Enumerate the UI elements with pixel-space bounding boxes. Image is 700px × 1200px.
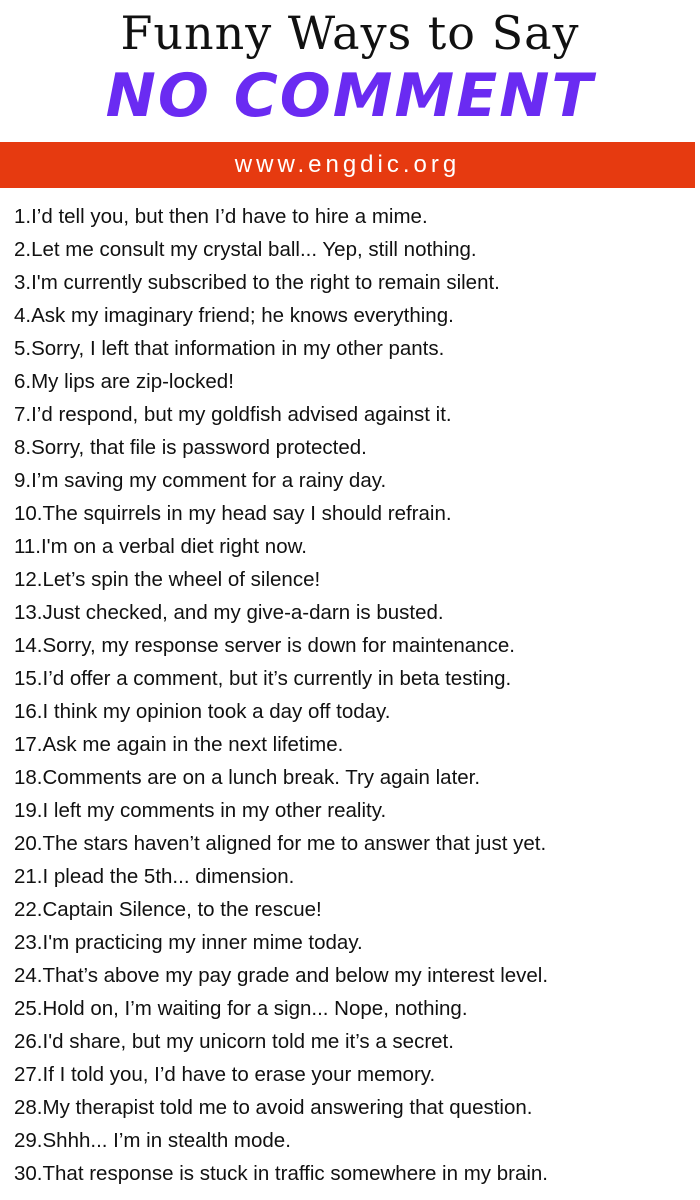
list-item: 10.The squirrels in my head say I should refrain.: [14, 502, 452, 525]
list-item: 18.Comments are on a lunch break. Try again later.: [14, 766, 481, 789]
list-item: 28.My therapist told me to avoid answering that question.: [14, 1096, 533, 1119]
phrase-list: [14, 200, 690, 1190]
list-item: 21.I plead the 5th... dimension.: [14, 865, 295, 888]
list-item: 8.Sorry, that file is password protected.: [14, 436, 367, 459]
list-item: 7.I’d respond, but my goldfish advised against it.: [14, 403, 452, 426]
list-item: 16.I think my opinion took a day off today.: [14, 700, 391, 723]
list-item: 24.That’s above my pay grade and below my interest level.: [14, 964, 549, 987]
list-item: 1.I’d tell you, but then I’d have to hire a mime.: [14, 205, 428, 228]
list-item: 19.I left my comments in my other reality.: [14, 799, 387, 822]
list-item: 29.Shhh... I’m in stealth mode.: [14, 1129, 291, 1152]
list-item: 25.Hold on, I’m waiting for a sign... Nope, nothing.: [14, 997, 468, 1020]
list-item: 13.Just checked, and my give-a-darn is busted.: [14, 601, 444, 624]
list-item: 22.Captain Silence, to the rescue!: [14, 898, 322, 921]
list-item: 30.That response is stuck in traffic somewhere in my brain.: [14, 1162, 548, 1185]
list-item: 14.Sorry, my response server is down for maintenance.: [14, 634, 515, 657]
list-item: 17.Ask me again in the next lifetime.: [14, 733, 344, 756]
list-item: 5.Sorry, I left that information in my other pants.: [14, 337, 445, 360]
list-item: 6.My lips are zip-locked!: [14, 370, 234, 393]
list-item: 27.If I told you, I’d have to erase your memory.: [14, 1063, 436, 1086]
website-url: www.engdic.org: [234, 151, 461, 178]
list-item: 26.I'd share, but my unicorn told me it’s a secret.: [14, 1030, 454, 1053]
list-item: 4.Ask my imaginary friend; he knows everything.: [14, 304, 454, 327]
list-item: 11.I'm on a verbal diet right now.: [14, 535, 307, 558]
list-item: 23.I'm practicing my inner mime today.: [14, 931, 363, 954]
page-subtitle: NO COMMENT: [105, 61, 595, 131]
website-banner: [0, 142, 695, 188]
list-item: 2.Let me consult my crystal ball... Yep, still nothing.: [14, 238, 477, 261]
page-title: Funny Ways to Say: [120, 6, 580, 60]
list-item: 15.I’d offer a comment, but it’s currently in beta testing.: [14, 667, 512, 690]
list-item: 9.I’m saving my comment for a rainy day.: [14, 469, 387, 492]
list-item: 3.I'm currently subscribed to the right to remain silent.: [14, 271, 500, 294]
list-item: 20.The stars haven’t aligned for me to answer that just yet.: [14, 832, 547, 855]
list-item: 12.Let’s spin the wheel of silence!: [14, 568, 321, 591]
